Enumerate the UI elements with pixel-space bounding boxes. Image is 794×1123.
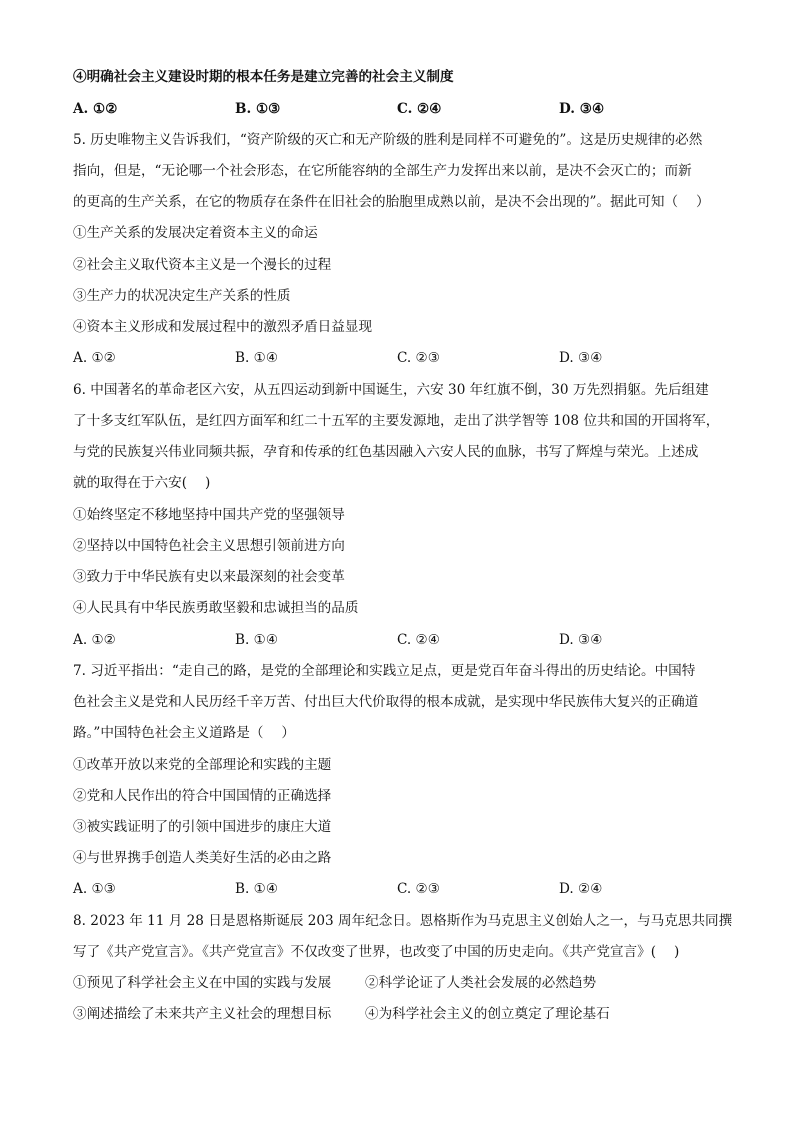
q7-option-b[interactable]: B. ①④ (235, 881, 279, 897)
q7-stem-line-2: 色社会主义是党和人民历经千辛万苦、付出巨大代价取得的根本成就，是实现中华民族伟大复兴的正确道 (73, 694, 699, 710)
q8-stem-line-2: 写了《共产党宣言》。《共产党宣言》不仅改变了世界，也改变了中国的历史走向。《共产党宣言》( ) (73, 944, 680, 960)
q5-stem-line-2: 指向，但是，“无论哪一个社会形态，在它所能容纳的全部生产力发挥出来以前，是决不会灭亡的；而新 (73, 163, 692, 179)
q6-option-d[interactable]: D. ③④ (559, 632, 603, 648)
q5-stem-line-3: 的更高的生产关系，在它的物质存在条件在旧社会的胎胞里成熟以前，是决不会出现的”。据此可知（ ） (73, 194, 710, 210)
q4-option-b[interactable]: B. ①③ (235, 101, 281, 117)
q8-item-4: ④为科学社会主义的创立奠定了理论基石 (365, 1006, 610, 1022)
q4-option-c[interactable]: C. ②④ (397, 101, 442, 117)
q7-option-c[interactable]: C. ②③ (397, 881, 440, 897)
q5-item-2: ②社会主义取代资本主义是一个漫长的过程 (73, 257, 332, 273)
q5-option-c[interactable]: C. ②③ (397, 350, 440, 366)
q8-items-row-1 (73, 974, 733, 992)
q5-item-1: ①生产关系的发展决定着资本主义的命运 (73, 225, 318, 241)
q5-item-3: ③生产力的状况决定生产关系的性质 (73, 288, 291, 304)
q4-option-d[interactable]: D. ③④ (559, 101, 605, 117)
q7-stem-line-3: 路。”中国特色社会主义道路是（ ） (73, 725, 295, 741)
q5-stem-line-1: 5. 历史唯物主义告诉我们，“资产阶级的灭亡和无产阶级的胜利是同样不可避免的”。这是历史规律的必然 (73, 132, 703, 148)
q7-item-4: ④与世界携手创造人类美好生活的必由之路 (73, 850, 332, 866)
q7-option-d[interactable]: D. ②④ (559, 881, 603, 897)
q5-option-d[interactable]: D. ③④ (559, 350, 603, 366)
q7-options (73, 880, 733, 898)
q6-item-3: ③致力于中华民族有史以来最深刻的社会变革 (73, 569, 345, 585)
q5-option-b[interactable]: B. ①④ (235, 350, 279, 366)
q5-option-a[interactable]: A. ①② (73, 350, 116, 366)
q7-option-a[interactable]: A. ①③ (73, 881, 116, 897)
q6-options (73, 631, 733, 649)
q6-item-2: ②坚持以中国特色社会主义思想引领前进方向 (73, 538, 345, 554)
q8-item-3: ③阐述描绘了未来共产主义社会的理想目标 (73, 1006, 332, 1022)
q6-stem-line-1: 6. 中国著名的革命老区六安，从五四运动到新中国诞生，六安 30 年红旗不倒，30 万先烈捐躯。先后组建 (73, 382, 709, 398)
q8-item-2: ②科学论证了人类社会发展的必然趋势 (365, 975, 597, 991)
q6-stem-line-2: 了十多支红军队伍，是红四方面军和红二十五军的主要发源地，走出了洪学智等 108 位共和国的开国将军， (73, 413, 720, 429)
q6-stem-line-3: 与党的民族复兴伟业同频共振，孕育和传承的红色基因融入六安人民的血脉，书写了辉煌与荣光。上述成 (73, 444, 699, 460)
q8-stem-line-1: 8. 2023 年 11 月 28 日是恩格斯诞辰 203 周年纪念日。恩格斯作为马克思主义创始人之一，与马克思共同撰 (73, 913, 733, 929)
q6-option-c[interactable]: C. ②④ (397, 632, 440, 648)
q6-stem-line-4: 就的取得在于六安( ) (73, 475, 211, 491)
q6-item-4: ④人民具有中华民族勇敢坚毅和忠诚担当的品质 (73, 600, 359, 616)
q8-item-1: ①预见了科学社会主义在中国的实践与发展 (73, 975, 332, 991)
q7-item-1: ①改革开放以来党的全部理论和实践的主题 (73, 757, 332, 773)
q6-option-b[interactable]: B. ①④ (235, 632, 279, 648)
q4-options (73, 100, 733, 118)
q4-item-4: ④明确社会主义建设时期的根本任务是建立完善的社会主义制度 (73, 69, 454, 85)
q5-options (73, 349, 733, 367)
q7-item-3: ③被实践证明了的引领中国进步的康庄大道 (73, 819, 332, 835)
q6-option-a[interactable]: A. ①② (73, 632, 116, 648)
q6-item-1: ①始终坚定不移地坚持中国共产党的坚强领导 (73, 507, 345, 523)
q7-item-2: ②党和人民作出的符合中国国情的正确选择 (73, 788, 332, 804)
q7-stem-line-1: 7. 习近平指出：“走自己的路，是党的全部理论和实践立足点，更是党百年奋斗得出的历史结论。中国特 (73, 663, 696, 679)
q8-items-row-2 (73, 1005, 733, 1023)
q4-option-a[interactable]: A. ①② (73, 101, 118, 117)
q5-item-4: ④资本主义形成和发展过程中的激烈矛盾日益显现 (73, 319, 373, 335)
